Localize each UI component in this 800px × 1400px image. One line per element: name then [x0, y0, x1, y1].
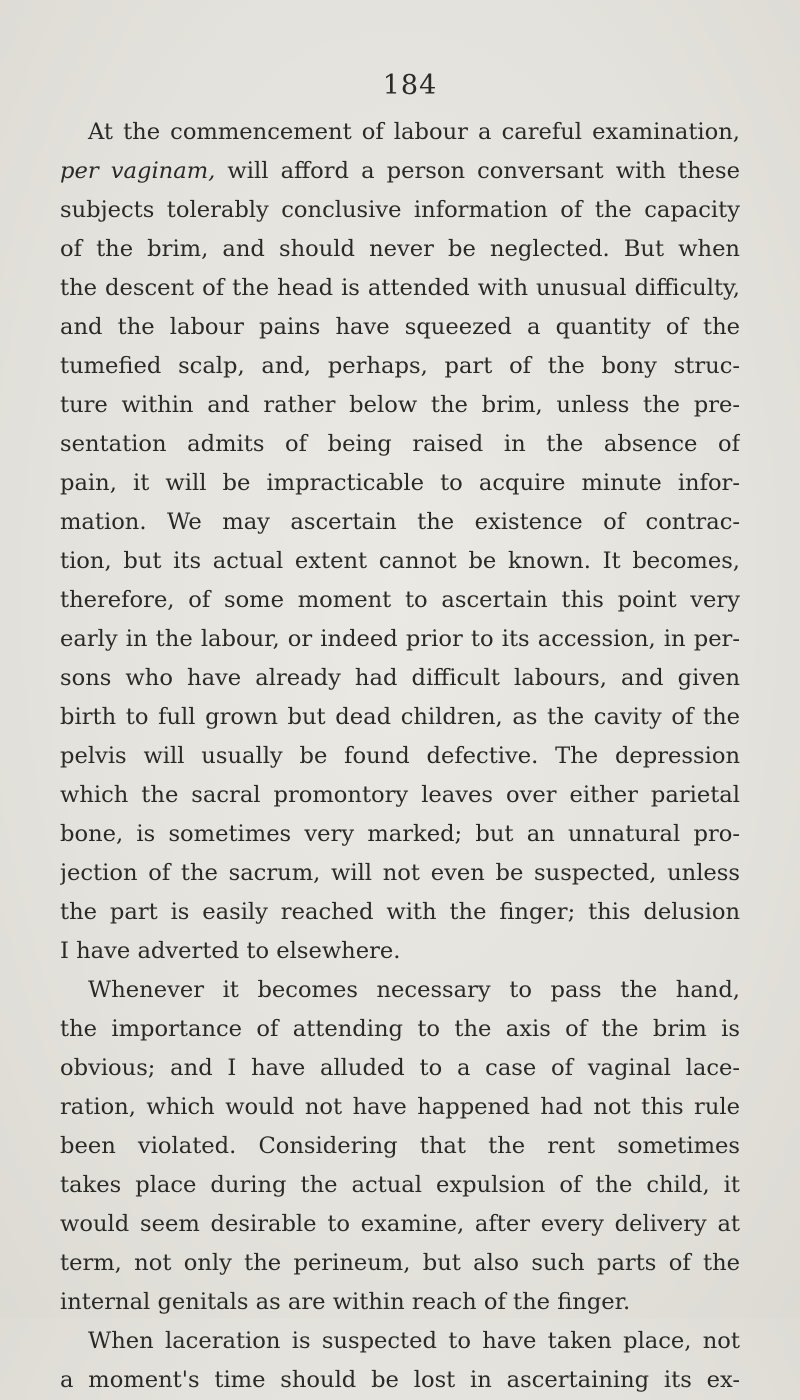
text-line: been violated. Considering that the rent sometimes — [60, 1133, 740, 1159]
text-line: of the brim, and should never be neglected. But when — [60, 236, 740, 262]
text-line: obvious; and I have alluded to a case of vaginal lace- — [60, 1055, 740, 1081]
paragraph-1 — [60, 113, 740, 971]
page-number: 184 — [382, 70, 438, 101]
text-line: mation. We may ascertain the existence of contrac- — [60, 509, 740, 535]
text-line: tumefied scalp, and, perhaps, part of the bony struc- — [60, 353, 740, 379]
text-line: which the sacral promontory leaves over either parietal — [60, 782, 740, 808]
text-line: the part is easily reached with the finger; this delusion — [60, 899, 740, 925]
text-line: ture within and rather below the brim, unless the pre- — [60, 392, 740, 418]
text-line: early in the labour, or indeed prior to its accession, in per- — [60, 626, 740, 652]
text-line: per vaginam, will afford a person conversant with these — [60, 158, 740, 184]
body-text — [60, 113, 740, 1400]
text-line: When laceration is suspected to have taken place, not — [88, 1328, 740, 1354]
text-line: At the commencement of labour a careful examination, — [88, 119, 740, 145]
text-line: a moment's time should be lost in ascertaining its ex- — [60, 1367, 740, 1393]
text-line: tion, but its actual extent cannot be known. It becomes, — [60, 548, 740, 574]
text-line: I have adverted to elsewhere. — [60, 938, 401, 964]
text-line: bone, is sometimes very marked; but an unnatural pro- — [60, 821, 740, 847]
text-line: birth to full grown but dead children, as the cavity of the — [60, 704, 740, 730]
text-line: the importance of attending to the axis of the brim is — [60, 1016, 740, 1042]
text-line: would seem desirable to examine, after every delivery at — [60, 1211, 740, 1237]
text-line: takes place during the actual expulsion of the child, it — [60, 1172, 740, 1198]
text-line: the descent of the head is attended with unusual difficulty, — [60, 275, 740, 301]
text-line: ration, which would not have happened had not this rule — [60, 1094, 740, 1120]
text-line: subjects tolerably conclusive information of the capacity — [60, 197, 740, 223]
text-line: and the labour pains have squeezed a quantity of the — [60, 314, 740, 340]
paragraph-3 — [60, 1322, 740, 1400]
text-line: pain, it will be impracticable to acquire minute infor- — [60, 470, 740, 496]
text-line: term, not only the perineum, but also such parts of the — [60, 1250, 740, 1276]
text-line: jection of the sacrum, will not even be suspected, unless — [60, 860, 740, 886]
text-line: Whenever it becomes necessary to pass the hand, — [88, 977, 740, 1003]
text-line: therefore, of some moment to ascertain this point very — [60, 587, 740, 613]
text-line: sentation admits of being raised in the absence of — [60, 431, 740, 457]
paragraph-2 — [60, 971, 740, 1322]
text-line: sons who have already had difficult labours, and given — [60, 665, 740, 691]
text-line: internal genitals as are within reach of the finger. — [60, 1289, 631, 1315]
text-line: pelvis will usually be found defective. The depression — [60, 743, 740, 769]
